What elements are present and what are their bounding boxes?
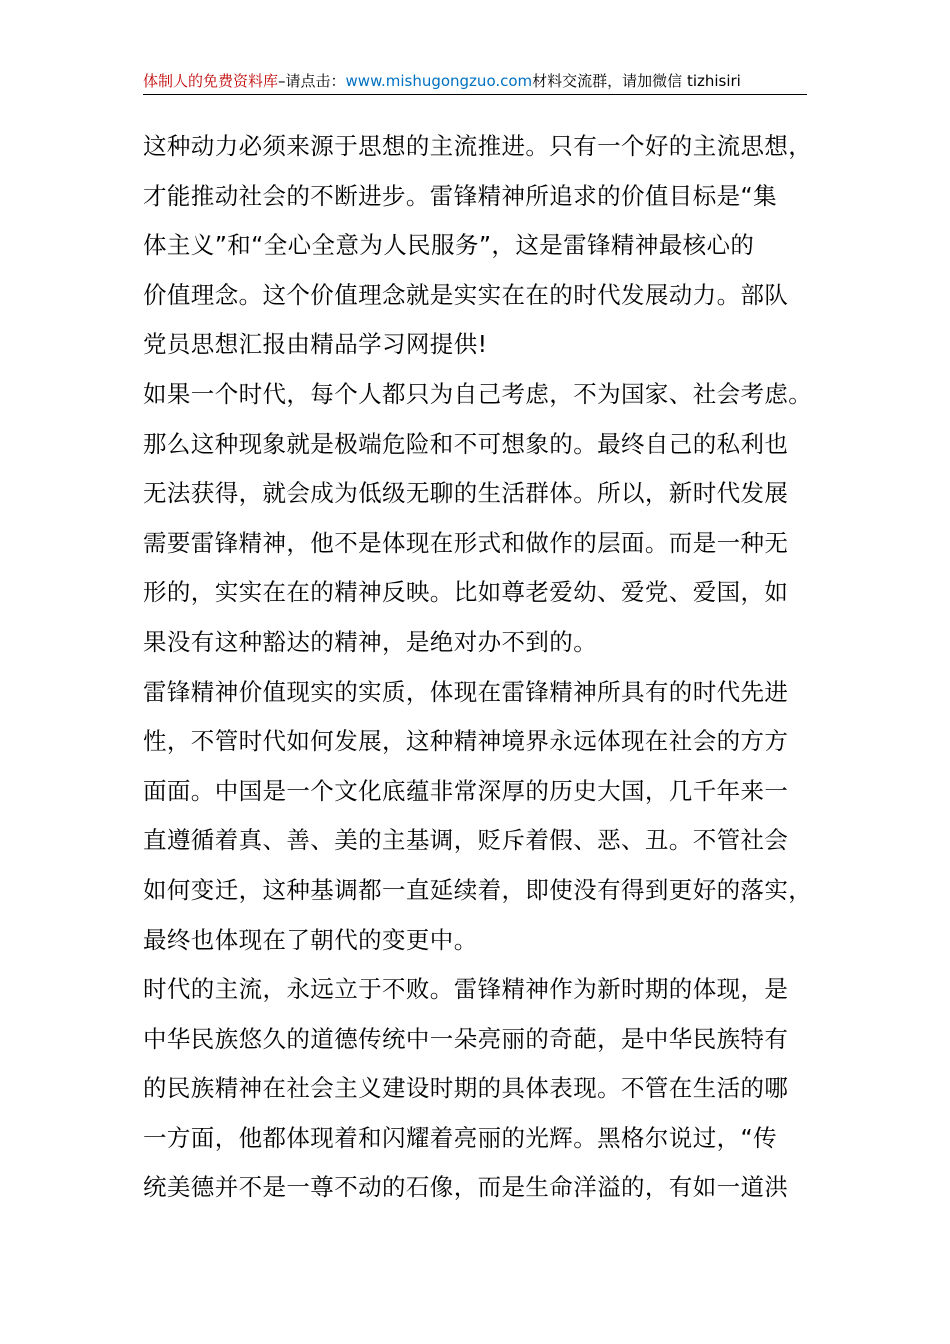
body-line: 价值理念。这个价值理念就是实实在在的时代发展动力。部队 (143, 280, 789, 309)
body-line: 如何变迁，这种基调都一直延续着，即使没有得到更好的落实， (143, 875, 813, 904)
body-line: 性，不管时代如何发展，这种精神境界永远体现在社会的方方 (143, 727, 789, 756)
body-line: 形的，实实在在的精神反映。比如尊老爱幼、爱党、爱国，如 (143, 578, 789, 607)
body-line: 这种动力必须来源于思想的主流推进。只有一个好的主流思想， (143, 132, 813, 160)
body-line: 最终也体现在了朝代的变更中。 (143, 925, 478, 954)
header-wechat-note: 材料交流群，请加微信 tizhisiri (532, 72, 741, 90)
body-line: 一方面，他都体现着和闪耀着亮丽的光辉。黑格尔说过，“传 (143, 1123, 777, 1152)
header-url-link[interactable]: www.mishugongzuo.com (345, 72, 533, 90)
body-line: 中华民族悠久的道德传统中一朵亮丽的奇葩，是中华民族特有 (143, 1024, 789, 1053)
document-body (143, 122, 813, 1213)
body-line: 如果一个时代，每个人都只为自己考虑，不为国家、社会考虑。 (143, 379, 813, 408)
body-line: 的民族精神在社会主义建设时期的具体表现。不管在生活的哪 (143, 1074, 789, 1103)
header-brand: 体制人的免费资料库 (143, 72, 279, 90)
header-prompt: –请点击： (278, 72, 346, 90)
body-line: 需要雷锋精神，他不是体现在形式和做作的层面。而是一种无 (143, 528, 789, 557)
page-header (143, 68, 807, 95)
body-line: 统美德并不是一尊不动的石像，而是生命洋溢的，有如一道洪 (143, 1173, 789, 1202)
body-line: 才能推动社会的不断进步。雷锋精神所追求的价值目标是“集 (143, 181, 777, 210)
body-line: 时代的主流，永远立于不败。雷锋精神作为新时期的体现，是 (143, 975, 789, 1004)
body-line: 体主义”和“全心全意为人民服务”，这是雷锋精神最核心的 (143, 231, 755, 260)
body-line: 面面。中国是一个文化底蕴非常深厚的历史大国，几千年来一 (143, 776, 789, 805)
body-line: 无法获得，就会成为低级无聊的生活群体。所以，新时代发展 (143, 479, 789, 508)
body-line: 那么这种现象就是极端危险和不可想象的。最终自己的私利也 (143, 429, 789, 458)
body-line: 党员思想汇报由精品学习网提供! (143, 330, 488, 359)
body-line: 果没有这种豁达的精神，是绝对办不到的。 (143, 627, 598, 656)
body-line: 雷锋精神价值现实的实质，体现在雷锋精神所具有的时代先进 (143, 677, 789, 706)
body-line: 直遵循着真、善、美的主基调，贬斥着假、恶、丑。不管社会 (143, 826, 789, 855)
